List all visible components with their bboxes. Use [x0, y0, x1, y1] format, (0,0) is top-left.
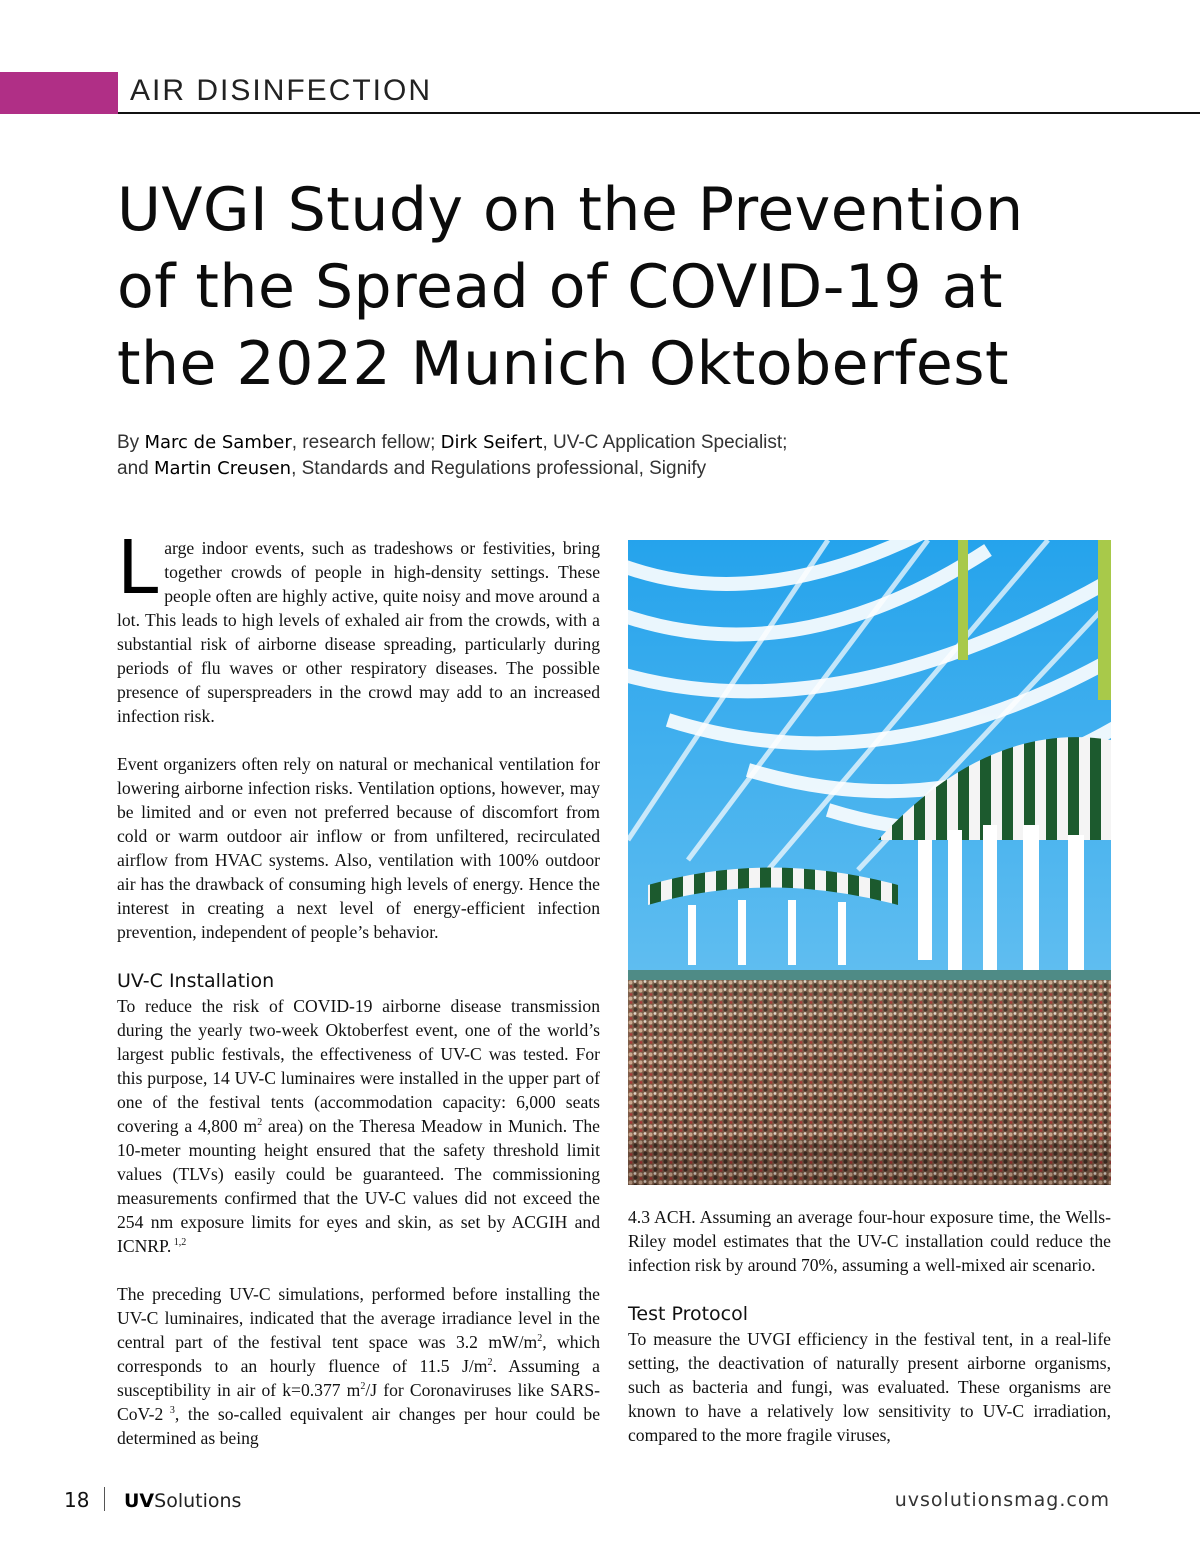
superscript: 2 — [360, 1381, 366, 1393]
brand-uv: UV — [124, 1490, 155, 1512]
byline-and: and — [117, 458, 154, 479]
author-role: , UV-C Application Specialist; — [542, 432, 788, 453]
title-line-2: of the Spread of COVID-19 at — [117, 252, 1004, 322]
superscript: 2 — [537, 1333, 543, 1345]
body-paragraph — [117, 994, 600, 1258]
body-paragraph — [117, 1282, 600, 1450]
tent-photo — [628, 540, 1111, 1185]
author-name: Martin Creusen — [153, 458, 292, 479]
section-label: AIR DISINFECTION — [130, 74, 433, 107]
author-role: , research fellow; — [291, 432, 441, 453]
byline-line-1 — [117, 430, 787, 456]
column-right — [628, 1205, 1111, 1471]
author-role: , Standards and Regulations professional, Signify — [291, 458, 707, 479]
drop-cap: L — [117, 525, 159, 611]
text: . Assuming a susceptibility in air of k=0.377 m — [117, 1356, 600, 1400]
byline-by: By — [117, 432, 145, 453]
brand-solutions: Solutions — [154, 1490, 242, 1512]
reference-marker: 1,2 — [171, 1237, 187, 1249]
text: /J for Coronaviruses like SARS-CoV-2 — [117, 1380, 600, 1424]
title-line-3: the 2022 Munich Oktoberfest — [117, 329, 1010, 399]
superscript: 2 — [487, 1357, 493, 1369]
section-heading-installation: UV-C Installation — [117, 970, 275, 992]
intro-text: arge indoor events, such as tradeshows or festivities, bring together crowds of people in high-density settings. These people often are highly active, quite noisy and move around a lot. This leads to high levels of exhaled air from the crowds, with a substantial risk of airborne disease spreading, particularly during periods of flu waves or other respiratory diseases. The possible presence of superspreaders in the crowd may add to an increased infection risk. — [117, 538, 600, 726]
article-title — [117, 172, 1117, 403]
text: area) on the Theresa Meadow in Munich. The 10-meter mounting height ensured that the safety threshold limit values (TLVs) easily could be guaranteed. The commissioning measurements confirmed that the UV-C values did not exceed the 254 nm exposure limits for eyes and skin, as set by ACGIH and ICNRP. — [117, 1116, 600, 1256]
text: , the so-called equivalent air changes per hour could be determined as being — [117, 1404, 601, 1448]
footer-divider — [104, 1487, 105, 1511]
author-name: Marc de Samber — [144, 432, 292, 453]
magazine-url: uvsolutionsmag.com — [894, 1489, 1110, 1511]
byline — [117, 430, 787, 482]
intro-paragraph — [117, 525, 600, 728]
page-number: 18 — [64, 1488, 90, 1512]
reference-marker: 3 — [163, 1405, 175, 1417]
author-name: Dirk Seifert — [440, 432, 543, 453]
section-rule — [118, 112, 1200, 114]
superscript: 2 — [257, 1117, 263, 1129]
text: To reduce the risk of COVID-19 airborne disease transmission during the yearly two-week Oktoberfest event, one of the world’s largest public festivals, the effectiveness of UV-C was tested. For this purpose, 14 UV-C luminaires were installed in the upper part of one of the festival tents (accommodation capacity: 6,000 seats covering a 4,800 m — [117, 996, 600, 1136]
body-paragraph: Event organizers often rely on natural or mechanical ventilation for lowering airborne infection risks. Ventilation options, however, may be limited and or even not preferred because of discomfort from cold or warm outdoor air inflow or from unfiltered, recirculated airflow from HVAC systems. Also, ventilation with 100% outdoor air has the drawback of consuming high levels of energy. Hence the interest in creating a next level of energy-efficient infection prevention, independent of people’s behavior. — [117, 754, 600, 942]
body-paragraph: To measure the UVGI efficiency in the festival tent, in a real-life setting, the deactivation of naturally present airborne organisms, such as bacteria and fungi, was evaluated. These organisms are known to have a relatively low sensitivity to UV-C irradiation, compared to the more fragile viruses, — [628, 1329, 1111, 1445]
text: , which corresponds to an hourly fluence of 11.5 J/m — [117, 1332, 601, 1376]
text: The preceding UV-C simulations, performed before installing the UV-C luminaires, indicated that the average irradiance level in the central part of the festival tent space was 3.2 mW/m — [117, 1284, 600, 1352]
column-left — [117, 525, 601, 1474]
title-line-1: UVGI Study on the Prevention — [117, 175, 1024, 245]
section-heading-test-protocol: Test Protocol — [628, 1303, 749, 1325]
body-paragraph: 4.3 ACH. Assuming an average four-hour exposure time, the Wells-Riley model estimates that the UV-C installation could reduce the infection risk by around 70%, assuming a well-mixed air scenario. — [628, 1207, 1111, 1275]
byline-line-2 — [117, 456, 787, 482]
magazine-brand — [124, 1490, 241, 1512]
section-accent-bar — [0, 72, 118, 114]
